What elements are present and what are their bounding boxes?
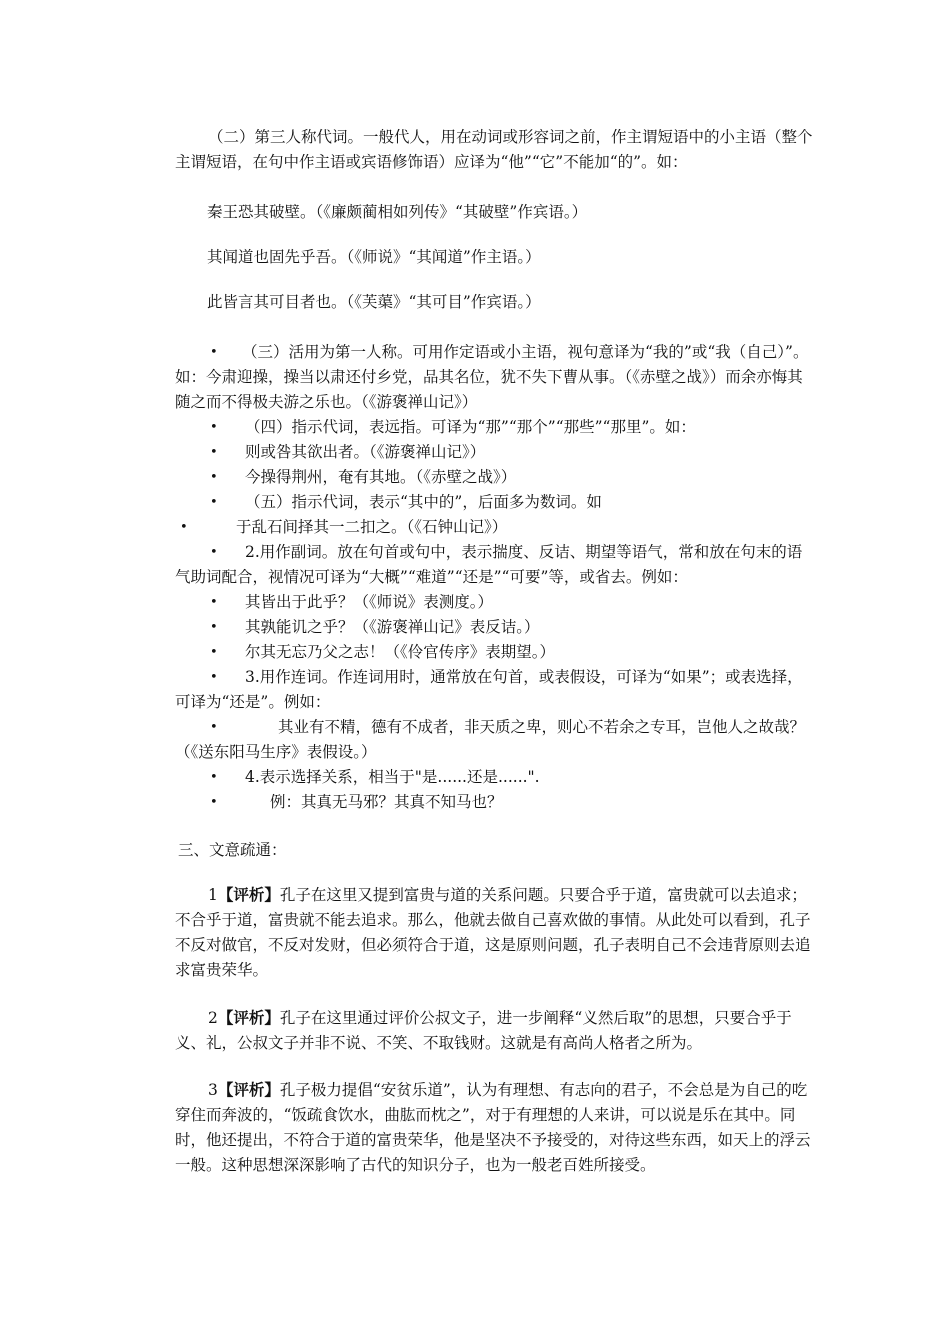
bullet-item: 尔其无忘乃父之志！（《伶官传序》表期望。）: [245, 643, 556, 661]
commentary-text: 孔子极力提倡“安贫乐道”，认为有理想、有志向的君子，不会总是为自己的吃穿住而奔波的，“饭疏食饮水，曲肱而枕之”，对于有理想的人来讲，可以说是乐在其中。同时，他还提出，不符合于道的富贵荣华，他是坚决不予接受的，对待这些东西，如天上的浮云一般。这种思想深深影响了古代的知识分子，也为一般老百姓所接受。: [175, 1081, 811, 1174]
bullet-item: 4.表示选择关系，相当于"是......还是......".: [245, 768, 540, 786]
bullet-item: 其业有不精，德有不成者，非天质之卑，则心不若余之专耳，岂他人之故哉？（《送东阳马生序》表假设。）: [175, 718, 806, 761]
commentary-text: 孔子在这里通过评价公叔文子，进一步阐释“义然后取”的思想，只要合乎于义、礼，公叔文子并非不说、不笑、不取钱财。这就是有高尚人格者之所为。: [175, 1009, 792, 1052]
commentary-paragraph: [175, 882, 815, 983]
bullet-marker: •: [210, 645, 218, 660]
bullet-item: （三）活用为第一人称。可用作定语或小主语，视句意译为“我的”或“我（自己）”。如：今肃迎操，操当以肃还付乡党，品其名位，犹不失下曹从事。（《赤壁之战》）而余亦悔其随之而不得极夫游之乐也。（《游褒禅山记》）: [175, 343, 809, 411]
bullet-marker: •: [210, 445, 218, 460]
bullet-item: 3.用作连词。作连词用时，通常放在句首，或表假设，可译为“如果”；或表选择，可译为“还是”。例如：: [175, 668, 803, 711]
bullet-item: （四）指示代词，表远指。可译为“那”“那个”“那些”“那里”。如：: [245, 418, 696, 436]
example-line: 其闻道也固先乎吾。（《师说》“其闻道”作主语。）: [207, 248, 541, 266]
commentary-tag: 【评析】: [217, 1080, 280, 1099]
bullet-marker: •: [210, 720, 218, 735]
commentary-text: 孔子在这里又提到富贵与道的关系问题。只要合乎于道，富贵就可以去追求；不合乎于道，富贵就不能去追求。那么，他就去做自己喜欢做的事情。从此处可以看到，孔子不反对做官，不反对发财，但必须符合于道，这是原则问题，孔子表明自己不会违背原则去追求富贵荣华。: [175, 886, 811, 979]
bullet-item: 则或咎其欲出者。（《游褒禅山记》）: [245, 443, 486, 461]
commentary-number: 3: [208, 1081, 218, 1099]
bullet-item: 2.用作副词。放在句首或句中，表示揣度、反诘、期望等语气，常和放在句末的语气助词配合，视情况可译为“大概”“难道”“还是”“可要”等，或省去。例如：: [175, 543, 803, 586]
commentary-number: 2: [208, 1009, 218, 1027]
bullet-marker: •: [210, 620, 218, 635]
commentary-paragraph: [175, 1077, 815, 1178]
commentary-tag: 【评析】: [217, 1008, 280, 1027]
section-heading: 三、文意疏通：: [178, 841, 287, 859]
bullet-item: 其皆出于此乎？（《师说》表测度。）: [245, 593, 494, 611]
bullet-marker: •: [210, 670, 218, 685]
bullet-marker: •: [210, 345, 218, 360]
bullet-marker: •: [210, 795, 218, 810]
bullet-item: 于乱石间择其一二扣之。（《石钟山记》）: [236, 518, 508, 536]
commentary-paragraph: [175, 1005, 815, 1056]
bullet-item: 其孰能讥之乎？（《游褒禅山记》表反诘。）: [245, 618, 540, 636]
bullet-marker: •: [210, 420, 218, 435]
bullet-marker: •: [210, 545, 218, 560]
bullet-marker: •: [180, 520, 188, 535]
bullet-marker: •: [210, 495, 218, 510]
bullet-item: （五）指示代词，表示“其中的”，后面多为数词。如: [245, 493, 602, 511]
bullet-item: 例：其真无马邪？其真不知马也？: [270, 793, 503, 811]
commentary-number: 1: [208, 886, 218, 904]
bullet-item: 今操得荆州，奄有其地。（《赤壁之战》）: [245, 468, 517, 486]
commentary-tag: 【评析】: [217, 885, 280, 904]
example-line: 秦王恐其破壁。（《廉颇蔺相如列传》“其破壁”作宾语。）: [207, 203, 588, 221]
bullet-marker: •: [210, 595, 218, 610]
example-line: 此皆言其可目者也。（《芙蕖》“其可目”作宾语。）: [207, 293, 541, 311]
bullet-marker: •: [210, 770, 218, 785]
paragraph-third-person-intro: （二）第三人称代词。一般代人，用在动词或形容词之前，作主谓短语中的小主语（整个主谓短语，在句中作主语或宾语修饰语）应译为“他”“它”不能加“的”。如：: [175, 128, 813, 171]
bullet-marker: •: [210, 470, 218, 485]
